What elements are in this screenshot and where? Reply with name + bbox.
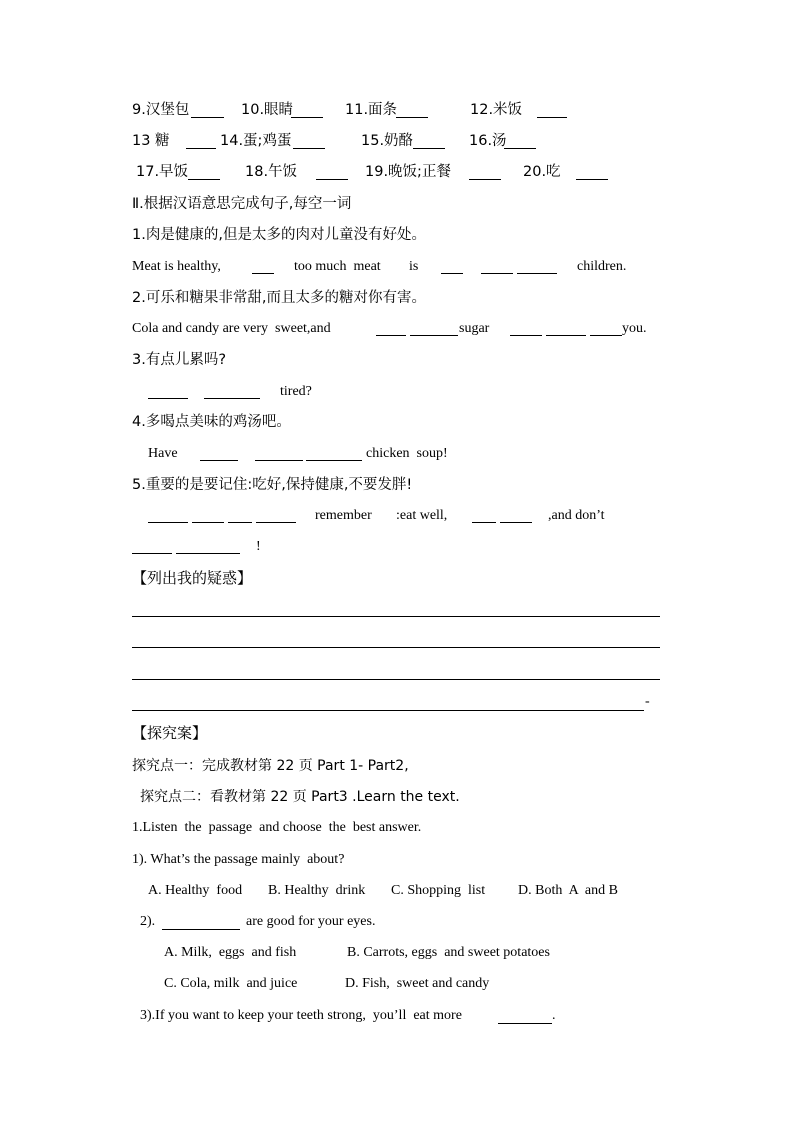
task-text: 1.Listen the passage and choose the best answer. bbox=[132, 820, 422, 835]
answer-blank[interactable] bbox=[204, 398, 260, 399]
explore-title: 【探究案】 bbox=[132, 724, 208, 742]
answer-blank[interactable] bbox=[148, 398, 188, 399]
sentence-text: is bbox=[409, 259, 419, 274]
mc-question-2 bbox=[0, 912, 794, 936]
answer-blank[interactable] bbox=[293, 148, 325, 149]
writing-line[interactable] bbox=[132, 616, 660, 617]
vocab-row-3 bbox=[0, 162, 794, 186]
sentence-text: :eat well, bbox=[396, 508, 448, 523]
answer-blank[interactable] bbox=[396, 117, 428, 118]
vocab-item: 14.蛋;鸡蛋 bbox=[220, 133, 292, 149]
answer-blank[interactable] bbox=[576, 179, 608, 180]
line-tail-mark: - bbox=[645, 694, 650, 709]
section-2-title: Ⅱ.根据汉语意思完成句子,每空一词 bbox=[132, 196, 352, 212]
explore-point-2 bbox=[0, 787, 794, 811]
answer-blank[interactable] bbox=[176, 553, 240, 554]
doubts-title: 【列出我的疑惑】 bbox=[132, 569, 253, 587]
answer-blank[interactable] bbox=[192, 522, 224, 523]
question-end-punctuation: . bbox=[552, 1008, 556, 1023]
explore-heading bbox=[0, 723, 794, 747]
sentence-text: ,and don’t bbox=[548, 508, 605, 523]
sentence-text: children. bbox=[577, 259, 627, 274]
question-cn-text: 3.有点儿累吗? bbox=[132, 352, 227, 368]
mc-question-3 bbox=[0, 1006, 794, 1030]
question-cn-text: 5.重要的是要记住:吃好,保持健康,不要发胖! bbox=[132, 477, 413, 493]
mc-question-2-options-1 bbox=[0, 943, 794, 967]
option-c[interactable]: C. Shopping list bbox=[391, 883, 486, 898]
answer-blank[interactable] bbox=[255, 460, 303, 461]
question-4-cn bbox=[0, 412, 794, 436]
answer-blank[interactable] bbox=[441, 273, 463, 274]
vocab-item: 19.晚饭;正餐 bbox=[365, 164, 451, 180]
answer-blank[interactable] bbox=[316, 179, 348, 180]
vocab-item: 13 糖 bbox=[132, 133, 170, 149]
answer-blank[interactable] bbox=[306, 460, 362, 461]
writing-line[interactable] bbox=[132, 710, 644, 711]
sentence-text: sugar bbox=[459, 321, 490, 336]
explore-point-1 bbox=[0, 756, 794, 780]
vocab-item: 20.吃 bbox=[523, 164, 561, 180]
sentence-text: chicken soup! bbox=[366, 446, 448, 461]
sentence-text: ! bbox=[256, 539, 261, 554]
option-a[interactable]: A. Milk, eggs and fish bbox=[164, 945, 297, 960]
vocab-item: 17.早饭 bbox=[136, 164, 189, 180]
vocab-row-2 bbox=[0, 131, 794, 155]
question-1-en bbox=[0, 257, 794, 281]
section-title bbox=[0, 194, 794, 218]
answer-blank[interactable] bbox=[469, 179, 501, 180]
answer-blank[interactable] bbox=[472, 522, 496, 523]
option-a[interactable]: A. Healthy food bbox=[148, 883, 243, 898]
answer-blank[interactable] bbox=[186, 148, 216, 149]
question-5-cn bbox=[0, 475, 794, 499]
sentence-text: Have bbox=[148, 446, 178, 461]
answer-blank[interactable] bbox=[148, 522, 188, 523]
answer-blank[interactable] bbox=[228, 522, 252, 523]
answer-blank[interactable] bbox=[291, 117, 323, 118]
question-3-en bbox=[0, 382, 794, 406]
question-2-cn bbox=[0, 288, 794, 312]
answer-blank[interactable] bbox=[546, 335, 586, 336]
option-b[interactable]: B. Healthy drink bbox=[268, 883, 366, 898]
vocab-item: 12.米饭 bbox=[470, 102, 523, 118]
mc-question-1 bbox=[0, 850, 794, 874]
vocab-item: 18.午饭 bbox=[245, 164, 298, 180]
vocab-item: 16.汤 bbox=[469, 133, 507, 149]
vocab-item: 11.面条 bbox=[345, 102, 398, 118]
question-3-cn bbox=[0, 350, 794, 374]
question-5-en-line-1 bbox=[0, 506, 794, 530]
option-b[interactable]: B. Carrots, eggs and sweet potatoes bbox=[347, 945, 550, 960]
answer-blank[interactable] bbox=[162, 929, 240, 930]
sentence-text: Cola and candy are very sweet,and bbox=[132, 321, 331, 336]
listening-task bbox=[0, 818, 794, 842]
question-cn-text: 1.肉是健康的,但是太多的肉对儿童没有好处。 bbox=[132, 227, 426, 243]
question-2-en bbox=[0, 319, 794, 343]
question-cn-text: 2.可乐和糖果非常甜,而且太多的糖对你有害。 bbox=[132, 290, 426, 306]
question-4-en bbox=[0, 444, 794, 468]
question-stem: are good for your eyes. bbox=[246, 914, 376, 929]
mc-question-1-options bbox=[0, 881, 794, 905]
vocab-item: 15.奶酪 bbox=[361, 133, 414, 149]
answer-blank[interactable] bbox=[537, 117, 567, 118]
question-5-en-line-2 bbox=[0, 537, 794, 561]
sentence-text: tired? bbox=[280, 384, 312, 399]
explore-point-text: 探究点二：看教材第 22 页 Part3 .Learn the text. bbox=[140, 789, 460, 805]
answer-blank[interactable] bbox=[590, 335, 622, 336]
option-d[interactable]: D. Fish, sweet and candy bbox=[345, 976, 490, 991]
option-d[interactable]: D. Both A and B bbox=[518, 883, 618, 898]
answer-blank[interactable] bbox=[252, 273, 274, 274]
sentence-text: too much meat bbox=[294, 259, 381, 274]
answer-blank[interactable] bbox=[200, 460, 238, 461]
explore-point-text: 探究点一：完成教材第 22 页 Part 1- Part2, bbox=[132, 758, 409, 774]
doubts-heading bbox=[0, 568, 794, 592]
writing-line[interactable] bbox=[132, 647, 660, 648]
option-c[interactable]: C. Cola, milk and juice bbox=[164, 976, 298, 991]
vocab-row-1 bbox=[0, 100, 794, 124]
sentence-text: you. bbox=[622, 321, 647, 336]
sentence-text: remember bbox=[315, 508, 372, 523]
question-cn-text: 4.多喝点美味的鸡汤吧。 bbox=[132, 414, 291, 430]
question-1-cn bbox=[0, 225, 794, 249]
vocab-item: 10.眼睛 bbox=[241, 102, 294, 118]
answer-blank[interactable] bbox=[191, 117, 224, 118]
sentence-text: Meat is healthy, bbox=[132, 259, 221, 274]
answer-blank[interactable] bbox=[256, 522, 296, 523]
question-number: 2). bbox=[140, 914, 156, 929]
answer-blank[interactable] bbox=[517, 273, 557, 274]
answer-blank[interactable] bbox=[413, 148, 445, 149]
vocab-item: 9.汉堡包 bbox=[132, 102, 190, 118]
answer-blank[interactable] bbox=[500, 522, 532, 523]
answer-blank[interactable] bbox=[498, 1023, 552, 1024]
question-stem: 3).If you want to keep your teeth strong, you’ll eat more bbox=[140, 1008, 462, 1023]
answer-blank[interactable] bbox=[188, 179, 220, 180]
answer-blank[interactable] bbox=[504, 148, 536, 149]
answer-blank[interactable] bbox=[410, 335, 458, 336]
question-stem: 1). What’s the passage mainly about? bbox=[132, 852, 345, 867]
answer-blank[interactable] bbox=[132, 553, 172, 554]
mc-question-2-options-2 bbox=[0, 974, 794, 998]
answer-blank[interactable] bbox=[481, 273, 513, 274]
writing-line[interactable] bbox=[132, 679, 660, 680]
answer-blank[interactable] bbox=[376, 335, 406, 336]
answer-blank[interactable] bbox=[510, 335, 542, 336]
